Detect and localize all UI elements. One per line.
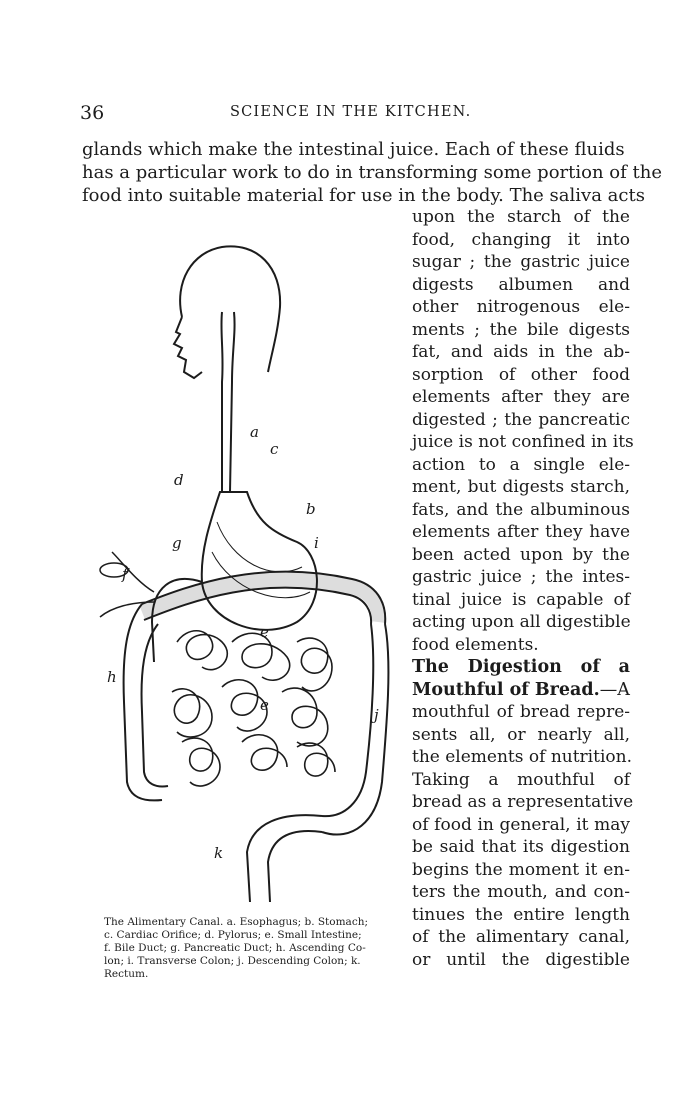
text-line: ment, but digests starch, xyxy=(412,477,630,497)
stomach xyxy=(202,492,317,630)
text-line: upon the starch of the xyxy=(412,207,630,227)
text-line: Taking a mouthful of xyxy=(412,769,630,790)
caption-line: c. Cardiac Orifice; d. Pylorus; e. Small Intestine; xyxy=(104,929,362,941)
letter-f: f xyxy=(122,565,128,583)
letter-k: k xyxy=(214,844,224,862)
caption-line: f. Bile Duct; g. Pancreatic Duct; h. Ascending Co- xyxy=(104,942,366,954)
rectum xyxy=(247,815,322,902)
text-line: ments ; the bile digests xyxy=(412,319,630,340)
text-line: has a particular work to do in transforming some portion of the xyxy=(82,162,662,183)
section-heading: The Digestion of a xyxy=(412,657,630,677)
alimentary-canal-drawing xyxy=(82,222,402,912)
section-heading-line xyxy=(412,679,630,701)
text-line: begins the moment it en- xyxy=(412,859,630,880)
ascending-colon xyxy=(124,604,162,800)
text-line: fat, and aids in the ab- xyxy=(412,342,630,362)
letter-d: d xyxy=(174,471,184,489)
text-line: acting upon all digestible xyxy=(412,612,631,632)
text-line: tinues the entire length xyxy=(412,904,630,925)
caption-line: Rectum. xyxy=(104,968,149,980)
letter-a: a xyxy=(250,423,259,441)
caption-line: lon; i. Transverse Colon; j. Descending Colon; k. xyxy=(104,955,361,967)
text-line: action to a single ele- xyxy=(412,454,630,475)
letter-i: i xyxy=(314,534,319,552)
small-intestine xyxy=(172,631,335,786)
descending-colon xyxy=(322,624,388,835)
head-outline xyxy=(180,246,280,372)
text-line: of the alimentary canal, xyxy=(412,927,630,947)
letter-j: j xyxy=(374,706,379,724)
esophagus xyxy=(221,312,234,492)
figure-caption xyxy=(104,916,399,981)
text-line: juice is not confined in its xyxy=(412,432,634,452)
letter-h: h xyxy=(107,668,117,686)
section-heading: Mouthful of Bread. xyxy=(412,679,600,700)
text-line: sugar ; the gastric juice xyxy=(412,252,630,272)
caption-line: The Alimentary Canal. a. Esophagus; b. Stomach; xyxy=(104,916,368,928)
text-line: food into suitable material for use in the body. The saliva acts xyxy=(82,185,645,206)
section-heading-line xyxy=(412,656,630,678)
text-line: bread as a representative xyxy=(412,792,634,812)
text-line: or until the digestible xyxy=(412,949,630,970)
transverse-colon xyxy=(142,580,378,622)
text-line: the elements of nutrition. xyxy=(412,747,632,767)
text-line: glands which make the intestinal juice. Each of these fluids xyxy=(82,139,625,160)
face-profile xyxy=(174,317,202,378)
page-number: 36 xyxy=(80,102,105,124)
text-line: gastric juice ; the intes- xyxy=(412,567,630,587)
text-line: food elements. xyxy=(412,634,539,655)
alimentary-canal-illustration xyxy=(82,222,402,912)
text-line: digests albumen and xyxy=(412,274,630,295)
text-line: been acted upon by the xyxy=(412,544,630,565)
text-line: elements after they have xyxy=(412,522,630,542)
text-line: of food in general, it may xyxy=(412,814,630,835)
text-line: ters the mouth, and con- xyxy=(412,882,630,902)
text-line: elements after they are xyxy=(412,387,630,407)
text-line: sents all, or nearly all, xyxy=(412,724,630,745)
text-line: be said that its digestion xyxy=(412,837,630,857)
heading-dash: —A xyxy=(599,679,630,700)
text-line: food, changing it into xyxy=(412,229,630,250)
page-header xyxy=(80,100,632,128)
letter-c: c xyxy=(270,440,279,458)
running-head: SCIENCE IN THE KITCHEN. xyxy=(230,104,472,120)
letter-e: e xyxy=(260,623,269,641)
text-line: sorption of other food xyxy=(412,364,630,385)
letter-b: b xyxy=(306,500,316,518)
letter-e: e xyxy=(260,696,269,714)
text-line: digested ; the pancreatic xyxy=(412,409,630,430)
letter-g: g xyxy=(172,534,182,552)
text-line: tinal juice is capable of xyxy=(412,589,630,610)
text-line: fats, and the albuminous xyxy=(412,499,630,520)
text-line: other nitrogenous ele- xyxy=(412,297,630,317)
text-line: mouthful of bread repre- xyxy=(412,702,630,722)
